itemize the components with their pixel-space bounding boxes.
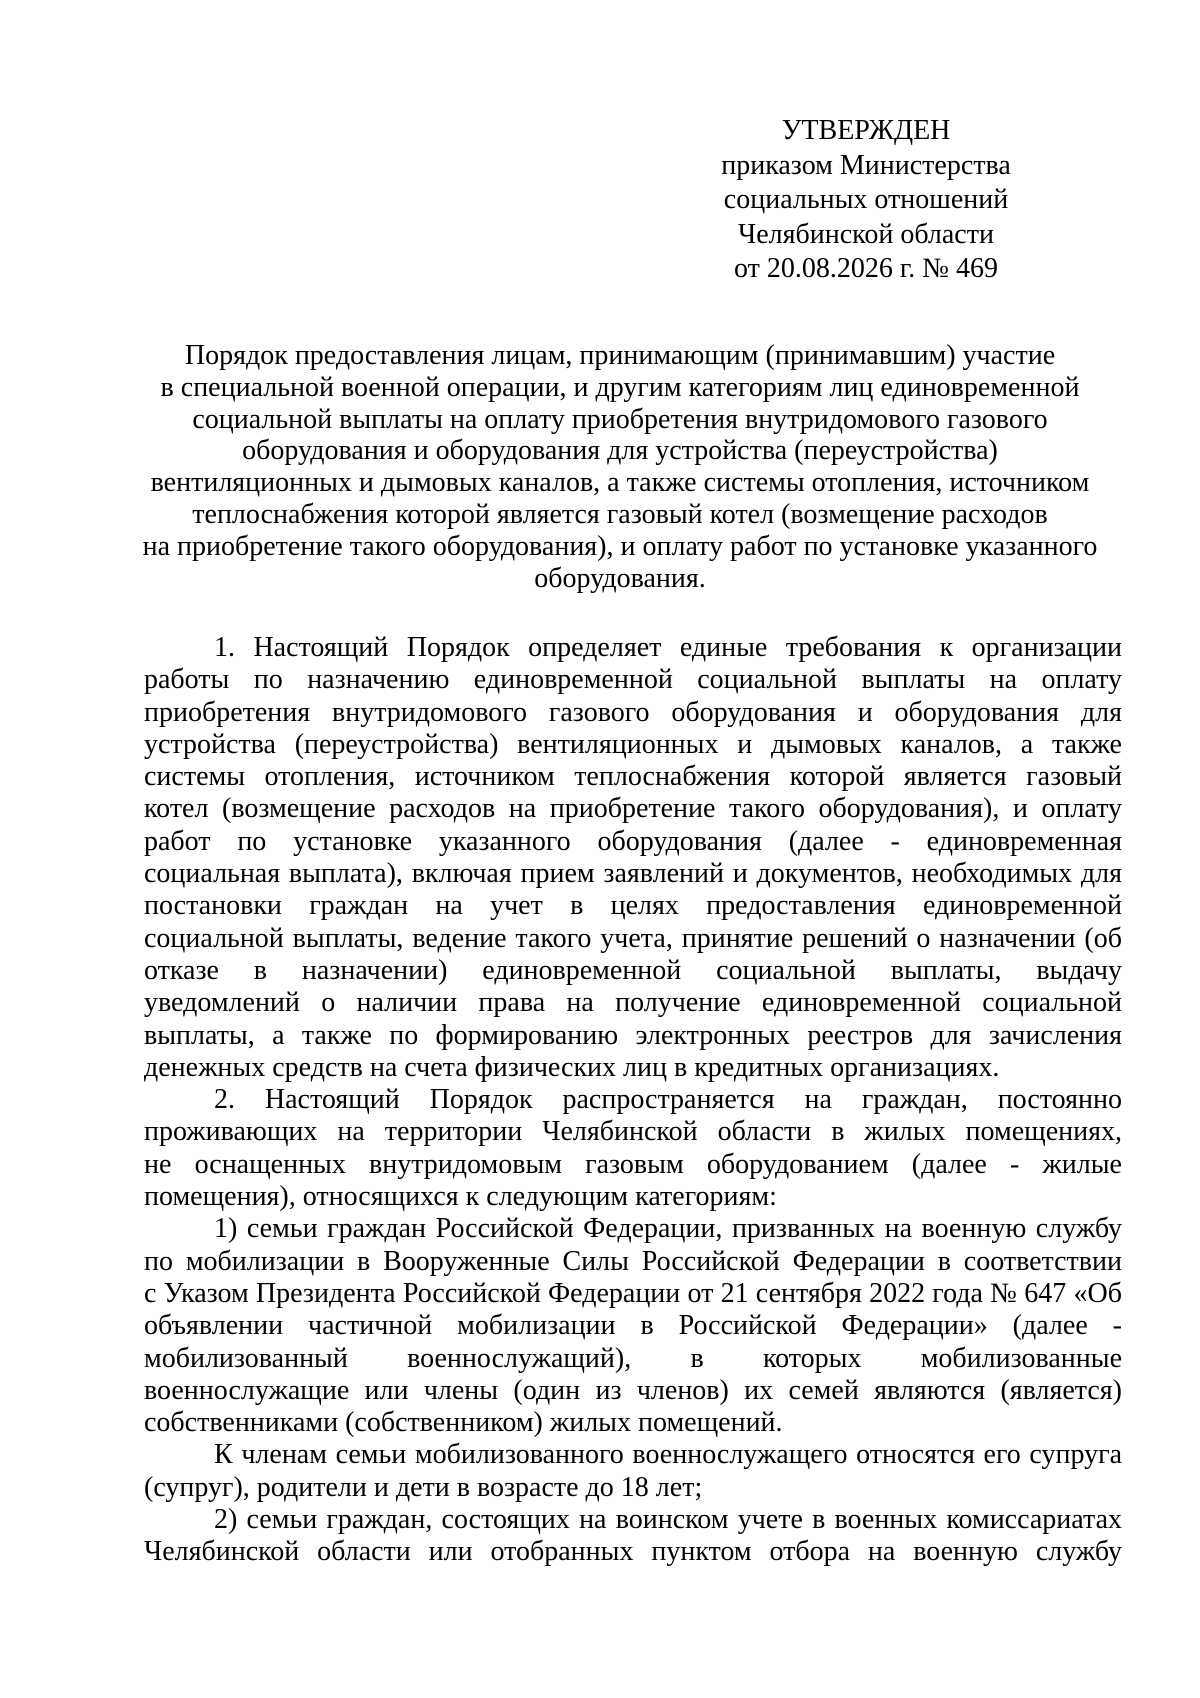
text-line: работ по установке указанного оборудования (далее - единовременная [144,825,1122,857]
text-line: 2. Настоящий Порядок распространяется на граждан, постоянно [214,1084,1122,1116]
approval-line: приказом Министерства [721,149,1011,181]
document-title [130,340,1110,594]
paragraph-1 [144,632,1122,1084]
title-line: в специальной военной операции, и другим категориям лиц единовременной [160,371,1080,403]
text-line: выплаты, а также по формированию электронных реестров для зачисления [144,1019,1122,1051]
text-line: устройства (переустройства) вентиляционных и дымовых каналов, а также [144,728,1122,760]
text-line: собственниками (собственником) жилых помещений. [144,1407,783,1439]
text-line: военнослужащие или члены (один из членов) их семей являются (является) [144,1374,1122,1406]
text-line: 1. Настоящий Порядок определяет единые требования к организации [214,632,1122,663]
approval-line: социальных отношений [723,184,1009,215]
text-line: уведомлений о наличии права на получение единовременной социальной [144,987,1122,1019]
approval-stamp [706,114,1026,287]
text-line: 2) семьи граждан, состоящих на воинском учете в военных комиссариатах [214,1504,1122,1536]
text-line: К членам семьи мобилизованного военнослужащего относятся его супруга [214,1439,1122,1471]
text-line: (супруг), родители и дети в возрасте до 18 лет; [144,1471,703,1503]
approval-line: Челябинской области [738,218,994,250]
text-line: приобретения внутридомового газового оборудования и оборудования для [144,696,1122,728]
approval-heading: УТВЕРЖДЕН [781,115,951,146]
text-line: Челябинской области или отобранных пунктом отбора на военную службу [144,1536,1122,1568]
text-line: 1) семьи граждан Российской Федерации, призванных на военную службу [214,1213,1122,1245]
title-line: социальной выплаты на оплату приобретения внутридомового газового [192,403,1048,435]
title-line: Порядок предоставления лицам, принимающим (принимавшим) участие [184,340,1056,371]
text-line: социальной выплаты, ведение такого учета, принятие решений о назначении (об [144,922,1122,954]
text-line: проживающих на территории Челябинской области в жилых помещениях, [144,1116,1122,1148]
text-line: объявлении частичной мобилизации в Российской Федерации» (далее - [144,1310,1122,1342]
text-line: по мобилизации в Вооруженные Силы Российской Федерации в соответствии [144,1245,1122,1277]
text-line: помещения), относящихся к следующим категориям: [144,1181,777,1213]
text-line: отказе в назначении) единовременной социальной выплаты, выдачу [144,954,1122,986]
text-line: социальная выплата), включая прием заявлений и документов, необходимых для [144,858,1122,890]
text-line: работы по назначению единовременной социальной выплаты на оплату [144,664,1122,696]
title-line: оборудования и оборудования для устройства (переустройства) [242,435,998,467]
text-line: мобилизованный военнослужащий), в которых мобилизованные [144,1342,1122,1374]
approval-date: от 20.08.2026 г. № 469 [734,253,998,284]
paragraph-2-item-1 [144,1213,1122,1439]
text-line: котел (возмещение расходов на приобретение такого оборудования), и оплату [144,793,1122,825]
text-line: системы отопления, источником теплоснабжения которой является газовый [144,761,1122,793]
text-line: постановки граждан на учет в целях предоставления единовременной [144,890,1122,922]
title-line: вентиляционных и дымовых каналов, а также системы отопления, источником [150,467,1090,499]
title-line: теплоснабжения которой является газовый котел (возмещение расходов [192,498,1048,530]
title-line: оборудования. [534,562,706,594]
paragraph-2 [144,1084,1122,1213]
paragraph-family-members [144,1439,1122,1504]
text-line: не оснащенных внутридомовым газовым оборудованием (далее - жилые [144,1148,1122,1180]
text-line: денежных средств на счета физических лиц в кредитных организациях. [144,1051,1000,1083]
paragraph-2-item-2 [144,1504,1122,1569]
document-body [144,632,1122,1569]
text-line: с Указом Президента Российской Федерации от 21 сентября 2022 года № 647 «Об [144,1277,1122,1309]
title-line: на приобретение такого оборудования), и оплату работ по установке указанного [142,530,1098,562]
